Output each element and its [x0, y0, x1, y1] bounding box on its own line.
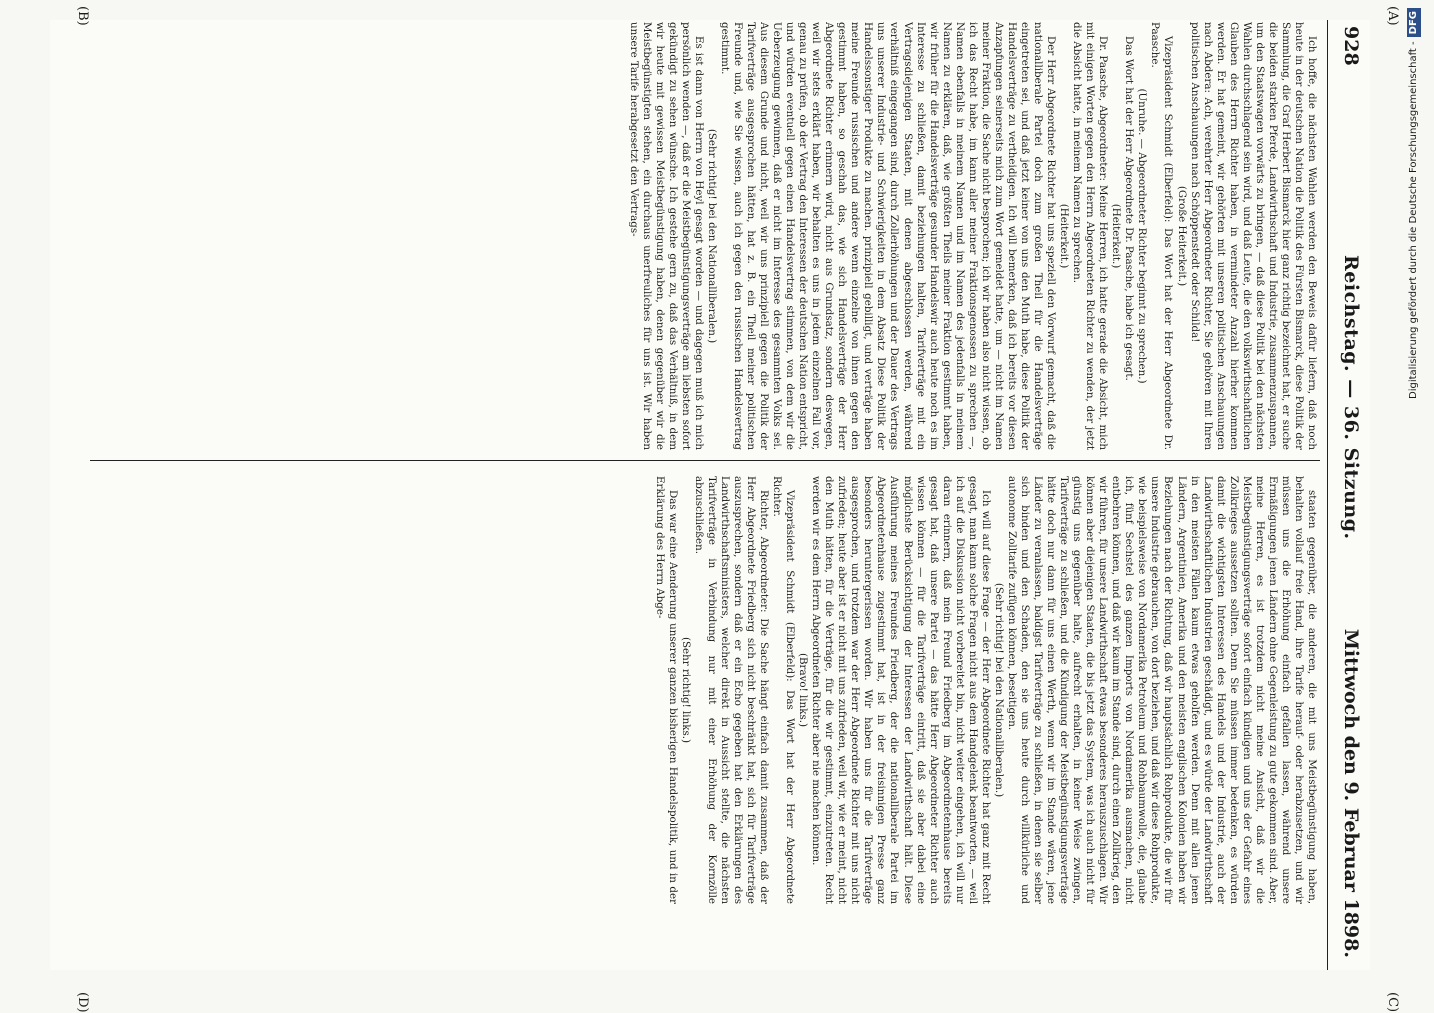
paragraph: (Sehr richtig! links.) [679, 636, 692, 744]
paragraph: Vizepräsident Schmidt (Elberfeld): Das Wort hat der Herr Abgeordnete Dr. Paasche. [1149, 22, 1175, 450]
paragraph: Dr. Paasche, Abgeordneter: Meine Herren, ich hatte gerade die Absicht, mich mit einigen Worten gegen den Herrn Abgeordneten Richter zu wenden, der jetzt die Absicht hatte, in meinem Namen zu sprechen. [1071, 22, 1110, 450]
paragraph: Richter, Abgeordneter: Die Sache hängt einfach damit zusammen, daß der Herr Abgeordnete Friedberg sich nicht beschränkt hat, sich für Tarifverträge auszusprechen, sondern daß er ein Echo gegeben hat den Erklärungen des Landwirthschaftsministers, welcher direkt in Aussicht stellte, die nächsten Tarifverträge in Verbindung nur mit einer Erhöhung der Kornzölle abzuschließen. [692, 476, 771, 904]
margin-marker-a: (A) [1385, 6, 1400, 26]
margin-marker-b: (B) [75, 6, 90, 26]
paragraph: (Unruhe. — Abgeordneter Richter beginnt zu sprechen.) [1136, 88, 1149, 384]
paragraph: Das Wort hat der Herr Abgeordnete Dr. Paasche, habe ich gesagt. [1123, 36, 1136, 381]
document-page [50, 6, 1400, 1013]
column-divider [90, 460, 1320, 461]
left-text-column [627, 22, 1318, 450]
paragraph: staaten gegenüber, die anderen, die mit uns Meistbegünstigung haben, behalten vollauf freie Hand, ihre Tarife herauf- oder herabzusetzen, und wir müssen uns die Erhöhung einfach gefallen lassen, während unsere Ermäßigungen jenen Ländern ohne Gegenleistung zu gute gekommen sind. Aber, meine Herren, es ist trotzdem nicht meine Ansicht, daß wir die Meistbegünstigungsverträge sofort einfach kündigen und uns der Gefahr eines Zollkrieges aussetzen sollten. Denn Sie müssen immer bedenken, es würden damit die wichtigsten Interessen des Handels und der Industrie, auch der Landwirthschaftlichen Industrien geschädigt, und es würde der Landwirthschaft in den meisten Fällen kaum etwas geholfen werden. Denn mit allen jenen Ländern, Argentinien, Amerika und den meisten englischen Kolonien haben wir Beziehungen nach der Richtung, daß wir hauptsächlich Rohprodukte, die wir für unsere Industrie gebrauchen, von dort beziehen, und daß wir diese Rohprodukte, wie beispielsweise von Nordamerika Petroleum und Rohbaumwolle, die, glaube ich, fünf Sechstel des ganzen Imports von Nordamerika ausmachen, nicht entbehren können, und daß wir kaum im Stande sind, durch einen Zollkrieg, den wir führen, für unsere Landwirthschaft etwas besonderes herauszuschlagen. Wir können aber diejenigen Staaten, die bis jetzt das System, was ich auch nicht für günstig uns gegenüber halte, aufrecht erhalten, in keiner Weise zwingen, Tarifverträge zu schließen, und die Kündigung der Meistbegünstigungsverträge hätte doch nur dann für uns einen Werth, wenn wir im Stande wären, jene Länder zu veranlassen, baldigst Tarifverträge zu schließen, in denen sie selber sich binden und den Schaden, den sie uns heute durch willkürliche und autonome Zolltarife zufügen können, beseitigen. [1005, 476, 1318, 904]
page-number: 928 [1340, 26, 1362, 66]
paragraph: Ich hoffe, die nächsten Wahlen werden den Beweis dafür liefern, daß noch heute in der deutschen Nation die Politik des Fürsten Bismarck, diese Politik der Sammlung, die Graf Herbert Bismarck hier ganz richtig bezeichnet hat, er suche die beiden starken Pferde, Landwirthschaft und Industrie, zusammenzuspannen, um den Staatswagen vorwärts zu bringen, — daß diese Politik bei den nächsten Wahlen durchschlagend sein wird, und daß Leute, die den volkswirthschaftlichen Glauben des Herrn Richter haben, in vermindeter Anzahl hierher kommen werden. Er hat gemeint, wir gehörten mit unseren politischen Anschauungen nach Abdera: Ach, verehrter Herr Abgeordneter Richter, Sie gehören mit Ihren politischen Anschauungen nach Schöppenstedt oder Schilda! [1188, 22, 1318, 450]
paragraph: (Sehr richtig! bei den Nationalliberalen.) [992, 582, 1005, 798]
paragraph: Ich will auf diese Frage — der Herr Abgeordnete Richter hat ganz mit Recht gesagt, man kann solche Fragen nicht aus dem Handgelenk beantworten, — weil ich auf die Diskussion nicht vorbereitet bin, nicht weiter eingehen, ich will nur daran erinnern, daß mein Freund Friedberg im Abgeordnetenhause bereits gesagt hat, daß unsere Partei — das hätte Herr Abgeordneter Richter auch wissen können — für die Tarifverträge eintritt, daß sie aber dabei eine möglichste Berücksichtigung der Interessen der Landwirthschaft hält. Diese Ausführung meines Freundes Friedberg, der die nationalliberale Partei im Abgeordnetenhause zugestimmt hat, ist in der freisinnigen Presse ganz besonders heruntergerissen worden. Wir haben uns für die Tarifverträge ausgesprochen, und trotzdem war der Herr Abgeordnete Richter mit uns nicht zufrieden; heute aber ist er nicht mit uns zufrieden, weil wir, wie er meint, nicht den Muth hätten, für die Verträge, für die wir gestimmt, einzutreten. Recht werden wir es dem Herrn Abgeordneten Richter aber nie machen können. [810, 476, 992, 904]
paragraph: Das war eine Aenderung unserer ganzen bisherigen Handelspolitik, und in der Erklärung des Herrn Abge- [653, 476, 679, 904]
paragraph: Der Herr Abgeordnete Richter hat uns speziell den Vorwurf gemacht, daß die nationalliberale Partei doch zum großen Theil für die Handelsverträge eingetreten sei, und daß jetzt keiner von uns den Muth habe, diese Politik der Handelsverträge zu vertheidigen. Ich will bemerken, daß ich bereits vor diesen Anzapfungen seinerseits mich zum Wort gemeldet hatte, um — nicht im Namen meiner Fraktion, die Sache nicht besprochen; ich wir haben also nicht wissen, ob ich das Recht habe, im kann aller meiner Fraktionsgenossen zu sprechen —, Namen ebenfalls in meinem Namen und im Namen des jedenfalls in meinem Namen zu erklären, daß, wie größten Theils meiner Fraktion gestimmt haben, wir früher für die Handelsverträge gesunder Handelswir auch heute noch es im Interesse zu schließen, damit beziehungen halten, Tarifverträge mit ein Vertragsdiejenigen Staaten, mit denen abgeschlossen werden, während verhältniß eingegangen sind, durch Zollerhöhungen und der Dauer des Vertrags uns unserer Industrie- und Schwierigkeiten in dem Absatz Diese Politik der Handelssonstiger Produkte zu machen. prinzipiell gebilligt, und verträge haben meine Freunde russischen und andere wenn einzelne von ihnen gegen den gestimmt haben, so geschah das, wie sich Handelsverträge der Herr Abgeordnete Richter erinnern wird, nicht aus Grundsatz, sondern deswegen, weil wir stets erklärt haben, wir behalten es uns in jedem einzelnen Fall vor, genau zu prüfen, ob der Vertrag den Interessen der deutschen Nation entspricht, und würden eventuell gegen einen Handelsvertrag stimmen, von dem wir die Ueberzeugung gewinnen, daß er nicht im Interesse des gesammten Volks sei. Aus diesem Grunde und nicht, weil wir uns prinzipiell gegen die Politik der Tarifverträge ausgesprochen hätten, hat z. B. ein Theil meiner politischen Freunde und, wie Sie wissen, auch ich gegen den russischen Handelsvertrag gestimmt. [718, 22, 1058, 450]
digitization-text: Digitalisierung gefördert durch die Deutsche Forschungsgemeinschaft - [1408, 41, 1419, 399]
header-title: Reichstag. — 36. Sitzung. [1340, 255, 1362, 540]
paragraph: (Sehr richtig! bei den Nationalliberalen.) [705, 128, 718, 344]
paragraph: (Heiterkeit.) [1058, 203, 1071, 269]
paragraph: (Bravo! links.) [797, 652, 810, 728]
page-header [1327, 20, 1370, 970]
paragraph: (Heiterkeit.) [1110, 203, 1123, 269]
digitization-note [1402, 8, 1426, 648]
paragraph: Es ist dann von Herrn von Heyl gesagt worden — und dagegen muß ich mich persönlich wenden —, daß er die Meistbegünstigungsverträge am liebsten sofort gekündigt zu sehen wünsche. Ich gestehe gern zu, daß das Verhältniß, in dem wir heute mit gewissen Meistbegünstigung haben, denen gegenüber wir die Meistbegünstigten stehen, ein durchaus unerfreuliches für uns ist. Wir haben unsere Tarife herabgesetzt den Vertrags- [627, 22, 705, 450]
paragraph: (Große Heiterkeit.) [1175, 185, 1188, 287]
margin-marker-d: (D) [75, 992, 90, 1013]
margin-marker-c: (C) [1385, 992, 1400, 1013]
paragraph: Vizepräsident Schmidt (Elberfeld): Das Wort hat der Herr Abgeordnete Richter. [771, 476, 797, 904]
header-date: Mittwoch den 9. Februar 1898. [1340, 628, 1362, 958]
dfg-logo: DFG [1407, 8, 1421, 37]
right-text-column [653, 476, 1318, 904]
